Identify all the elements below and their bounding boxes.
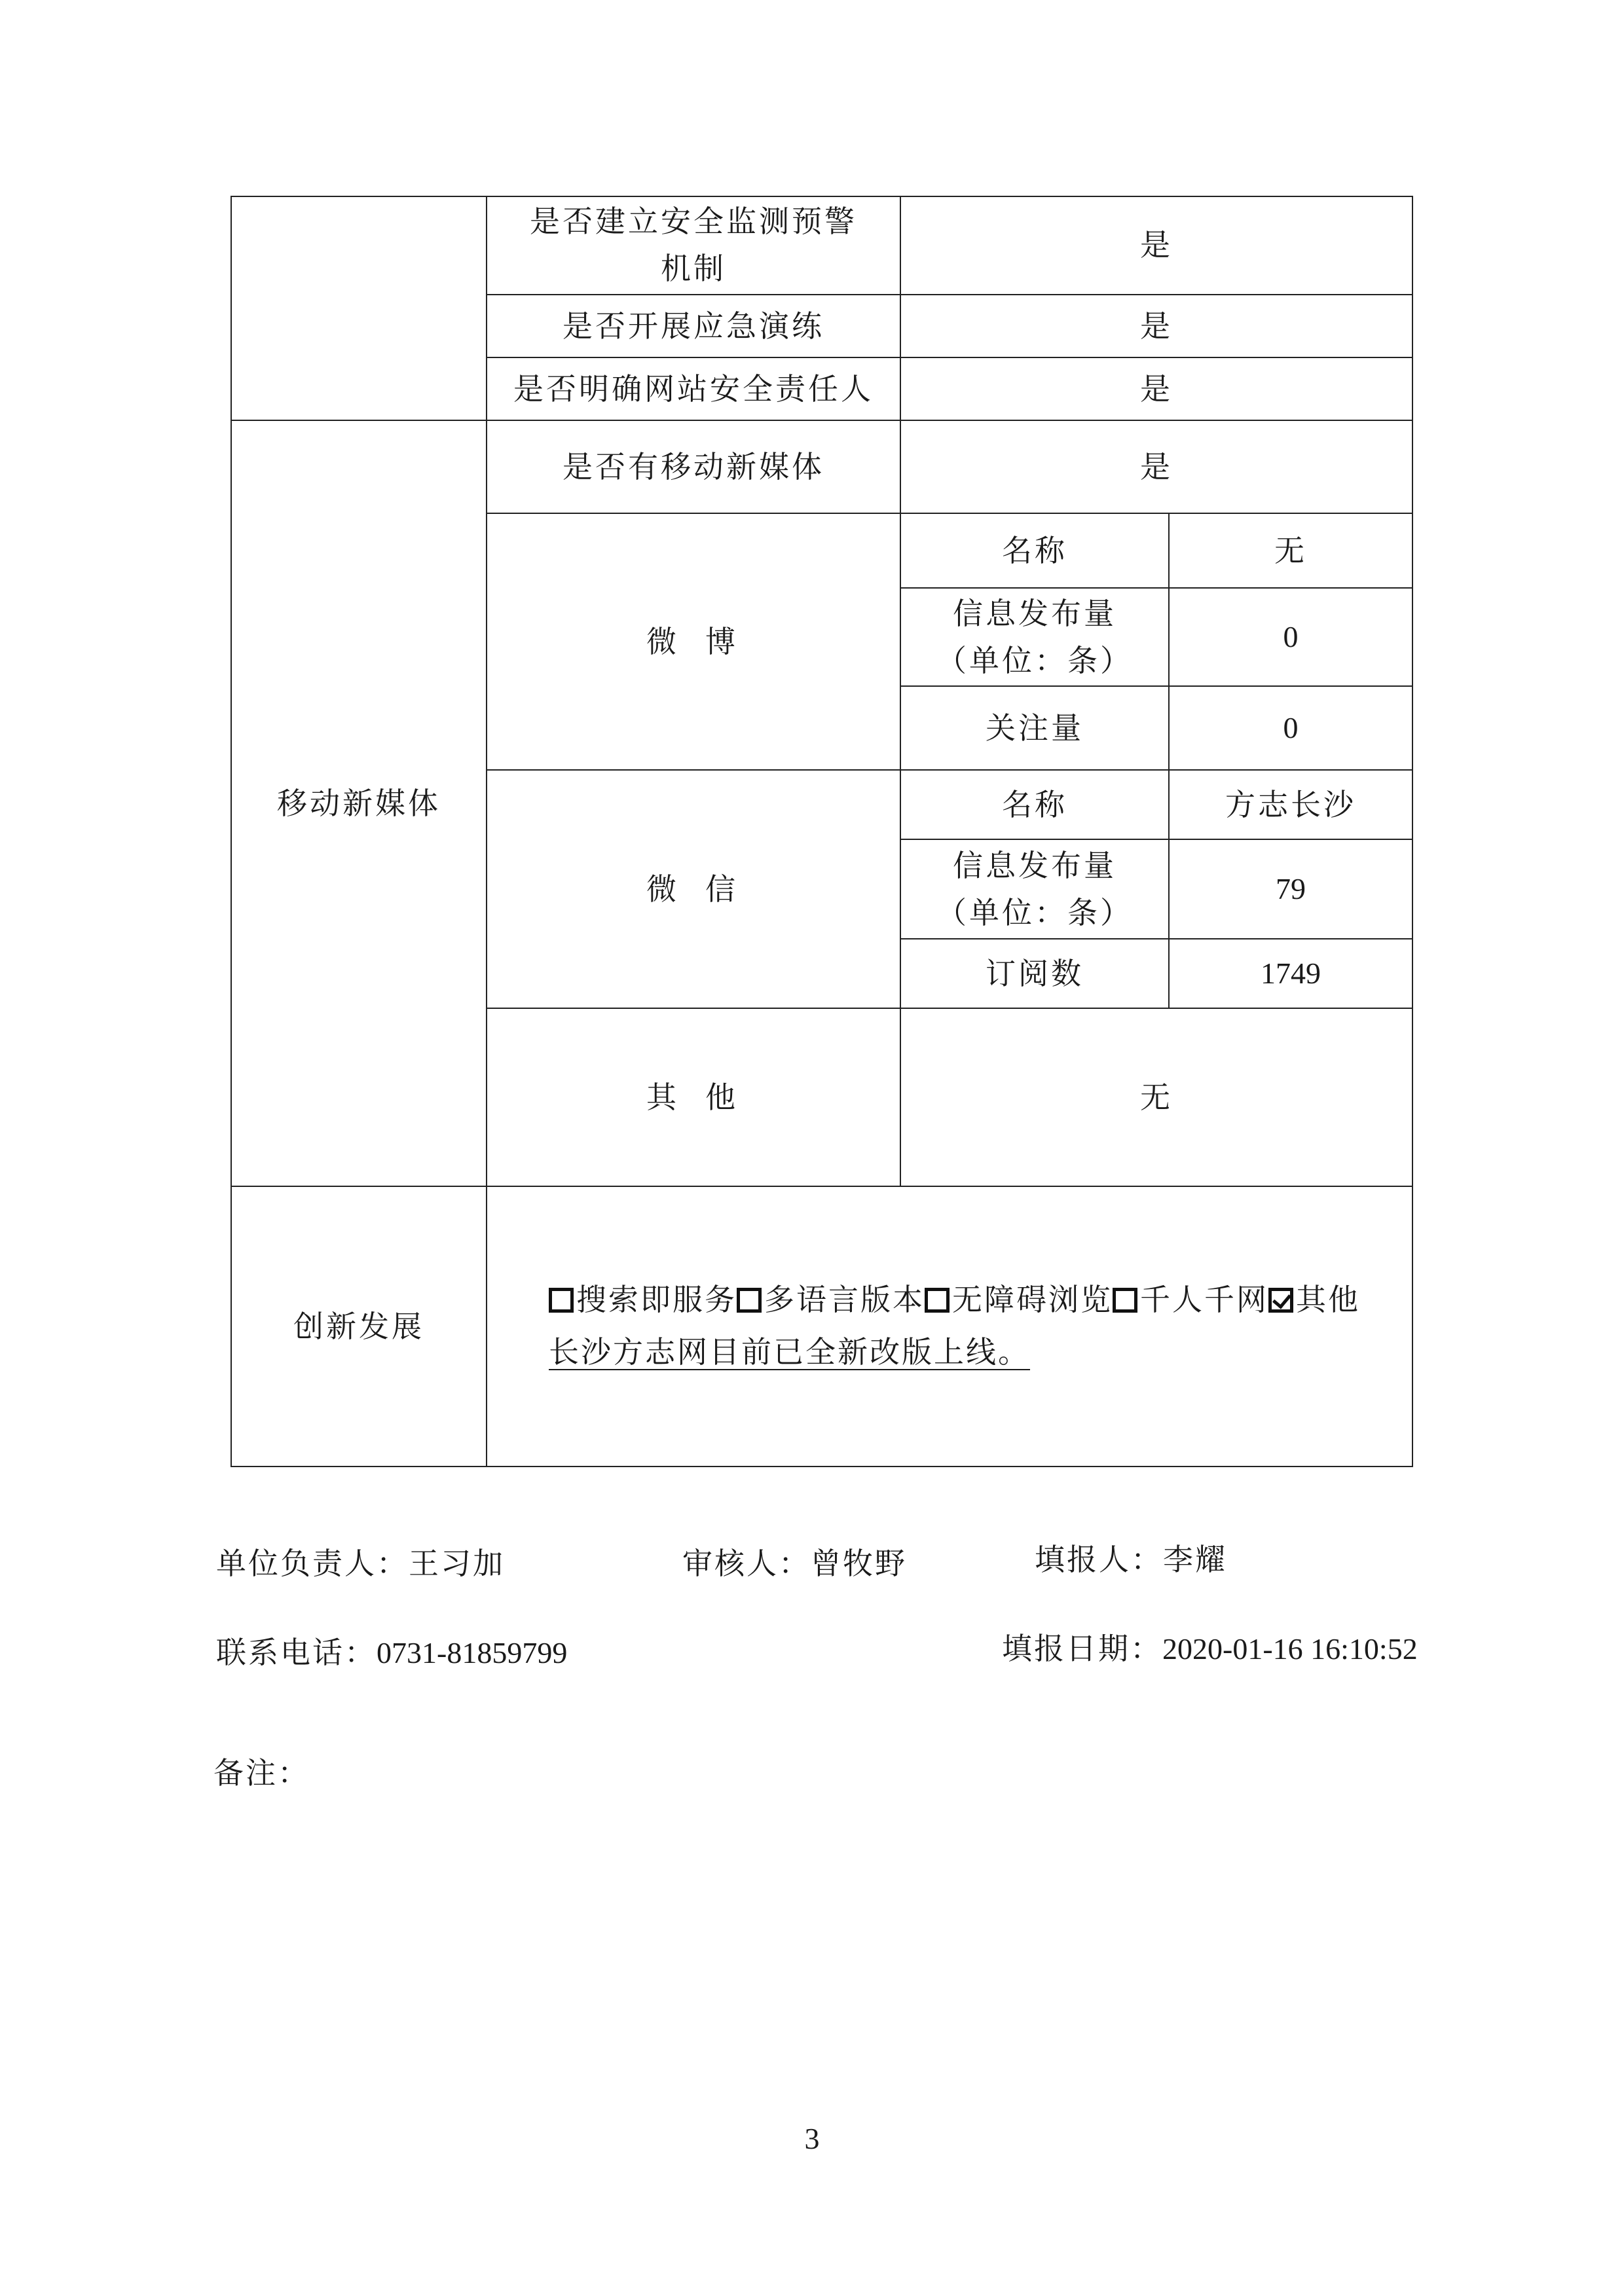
option-other-label: 其他 xyxy=(1296,1282,1360,1317)
security-officer-value: 是 xyxy=(1140,371,1173,407)
weibo-posts-label-line1: 信息发布量 xyxy=(953,596,1116,631)
option-search-service-label: 搜索即服务 xyxy=(576,1282,737,1317)
has-mobile-media-value: 是 xyxy=(1140,449,1173,484)
checkbox-multilingual[interactable] xyxy=(737,1288,762,1313)
security-monitoring-label xyxy=(487,196,900,294)
weibo-posts-label-line2: （单位：条） xyxy=(936,643,1133,678)
weibo-name-value: 无 xyxy=(1274,533,1307,568)
phone-value: 0731-81859799 xyxy=(377,1636,568,1669)
wechat-posts-label-line2: （单位：条） xyxy=(936,895,1133,930)
page-number: 3 xyxy=(804,2122,820,2155)
weibo-name-label: 名称 xyxy=(1002,533,1067,568)
innovation-other-text: 长沙方志网目前已全新改版上线。 xyxy=(549,1334,1030,1370)
weibo-posts-label xyxy=(901,589,1168,685)
weibo-followers-value: 0 xyxy=(1283,711,1299,744)
date-label: 填报日期： xyxy=(1002,1631,1162,1666)
wechat-subscribers-label: 订阅数 xyxy=(986,956,1084,991)
has-mobile-media-label: 是否有移动新媒体 xyxy=(563,449,824,484)
fill-date xyxy=(1002,1629,1418,1669)
wechat-posts-value: 79 xyxy=(1276,872,1306,905)
reviewer-label: 审核人： xyxy=(682,1546,811,1581)
innovation-section-label: 创新发展 xyxy=(293,1309,424,1344)
reviewer xyxy=(682,1544,907,1583)
option-multilingual-label: 多语言版本 xyxy=(764,1282,925,1317)
emergency-drill-value: 是 xyxy=(1140,308,1173,344)
reviewer-value: 曾牧野 xyxy=(811,1546,907,1581)
option-personalized-label: 千人千网 xyxy=(1140,1282,1268,1317)
innovation-options-line xyxy=(549,1273,1400,1326)
unit-head-label: 单位负责人： xyxy=(216,1546,409,1581)
wechat-label: 微信 xyxy=(646,871,764,907)
filler xyxy=(1035,1540,1227,1579)
security-monitoring-value: 是 xyxy=(1140,227,1173,263)
wechat-name-label: 名称 xyxy=(1002,787,1067,822)
other-media-value: 无 xyxy=(1140,1080,1173,1115)
emergency-drill-label: 是否开展应急演练 xyxy=(563,308,824,344)
mobile-media-section-label: 移动新媒体 xyxy=(277,786,441,821)
weibo-label: 微博 xyxy=(646,624,764,659)
contact-phone xyxy=(216,1633,567,1673)
filler-label: 填报人： xyxy=(1035,1542,1163,1577)
innovation-options xyxy=(549,1273,1400,1378)
weibo-posts-value: 0 xyxy=(1283,620,1299,653)
remarks-label: 备注： xyxy=(213,1755,310,1791)
option-accessibility-label: 无障碍浏览 xyxy=(952,1282,1113,1317)
filler-value: 李耀 xyxy=(1163,1542,1227,1577)
security-officer-label: 是否明确网站安全责任人 xyxy=(513,371,874,407)
wechat-subscribers-value: 1749 xyxy=(1261,957,1321,990)
checkbox-other-checked[interactable] xyxy=(1268,1288,1293,1313)
checkbox-personalized[interactable] xyxy=(1113,1288,1137,1313)
security-monitoring-label-line2: 机制 xyxy=(661,251,726,286)
checkbox-accessibility[interactable] xyxy=(925,1288,950,1313)
checkbox-search-service[interactable] xyxy=(549,1288,574,1313)
wechat-posts-label xyxy=(901,840,1168,938)
wechat-name-value: 方志长沙 xyxy=(1225,787,1356,822)
weibo-followers-label: 关注量 xyxy=(986,710,1084,746)
unit-head-value: 王习加 xyxy=(409,1546,505,1581)
wechat-posts-label-line1: 信息发布量 xyxy=(953,848,1116,883)
unit-head xyxy=(216,1544,505,1583)
phone-label: 联系电话： xyxy=(216,1635,377,1670)
date-value: 2020-01-16 16:10:52 xyxy=(1162,1632,1418,1666)
other-media-label: 其他 xyxy=(646,1080,764,1115)
security-monitoring-label-line1: 是否建立安全监测预警 xyxy=(530,204,857,239)
